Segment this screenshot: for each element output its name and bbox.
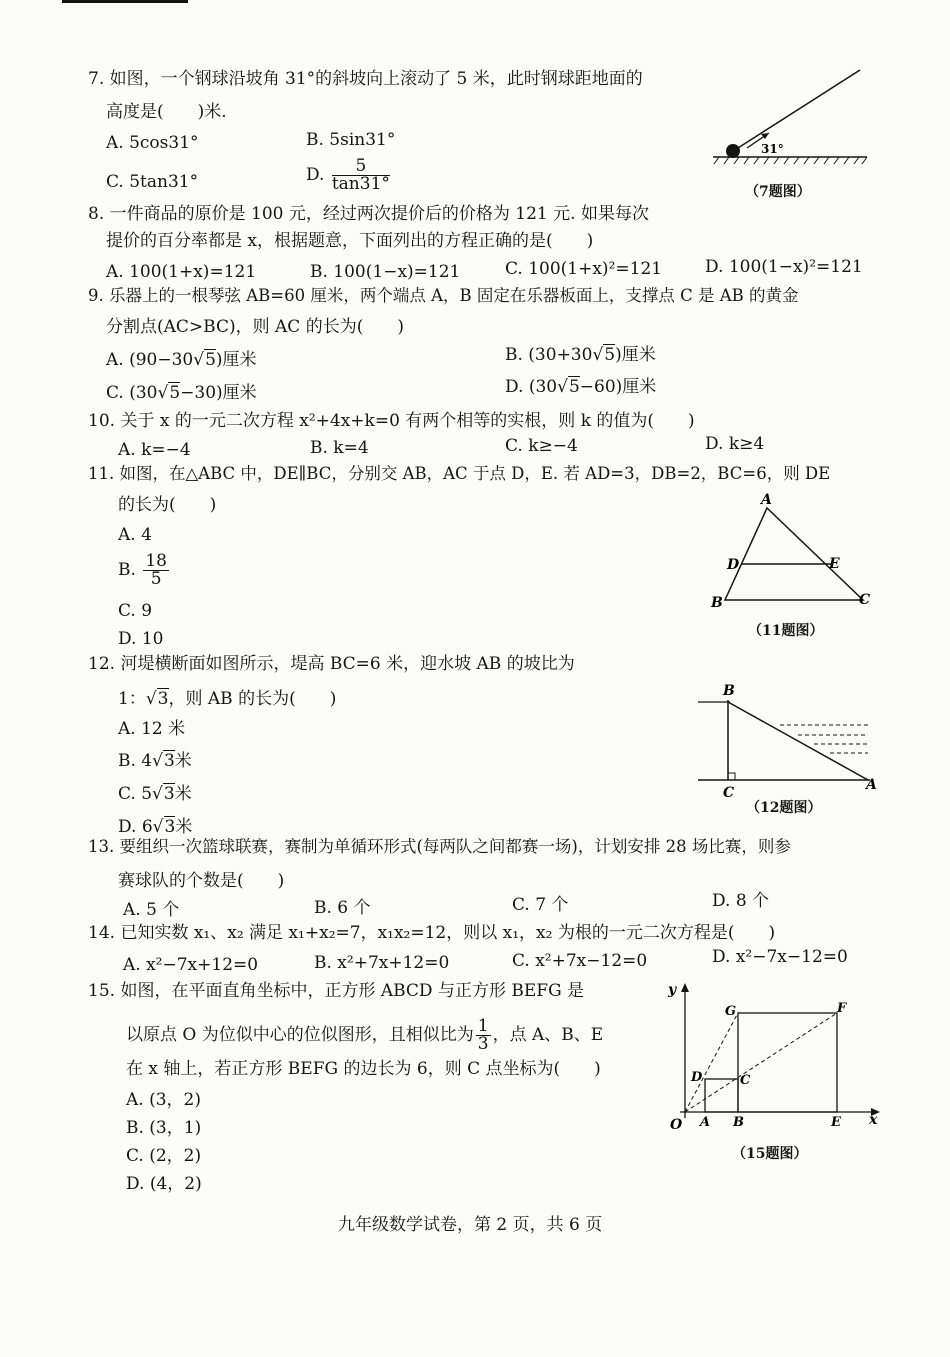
q15-figure: [658, 978, 888, 1138]
label-b: B: [733, 1115, 744, 1130]
option-text: B. (30+30: [505, 345, 593, 365]
q7-stem-line2: 高度是( )米.: [106, 102, 227, 122]
fraction-denominator: tan31°: [331, 174, 390, 194]
q9-option-b[interactable]: B. (30+30√5)厘米: [505, 345, 656, 365]
sqrt-radicand: 5: [604, 345, 616, 365]
label-e: E: [829, 556, 840, 572]
q12-option-a[interactable]: A. 12 米: [118, 719, 186, 739]
q10-option-c[interactable]: C. k≥−4: [505, 436, 578, 456]
q14-option-d[interactable]: D. x²−7x−12=0: [712, 947, 848, 967]
q15-ratio-fraction: [476, 1018, 491, 1053]
q10-option-b[interactable]: B. k=4: [310, 438, 369, 458]
q13-option-c[interactable]: C. 7 个: [512, 895, 569, 915]
q7-figure-caption: （7题图）: [745, 184, 811, 200]
stem-text: 以原点 O 为位似中心的位似图形，且相似比为: [126, 1025, 474, 1045]
q8-option-c[interactable]: C. 100(1+x)²=121: [505, 259, 663, 279]
q11-figure-caption: （11题图）: [748, 623, 824, 639]
stem-text: 1：: [118, 689, 146, 709]
right-angle-mark: [728, 773, 735, 780]
label-a: A: [761, 492, 772, 508]
option-text: )厘米: [615, 345, 656, 365]
q14-option-b[interactable]: B. x²+7x+12=0: [314, 953, 450, 973]
fraction-numerator: 5: [332, 158, 390, 176]
q7-option-a[interactable]: A. 5cos31°: [106, 133, 199, 153]
q13-option-d[interactable]: D. 8 个: [712, 891, 770, 911]
q13-stem-line2: 赛球队的个数是( ): [118, 871, 285, 891]
option-text: 米: [174, 784, 192, 804]
label-o: O: [670, 1117, 683, 1133]
q15-figure-caption: （15题图）: [732, 1146, 808, 1162]
header-rule: [62, 0, 188, 3]
q12-stem-line1: 12. 河堤横断面如图所示，堤高 BC=6 米，迎水坡 AB 的坡比为: [88, 654, 575, 674]
sqrt-radicand: 3: [157, 689, 169, 709]
option-text: )厘米: [215, 350, 257, 370]
q15-option-a[interactable]: A. (3，2): [126, 1090, 201, 1110]
sqrt-radicand: 5: [169, 383, 181, 403]
q10-option-d[interactable]: D. k≥4: [705, 434, 765, 454]
q12-option-b[interactable]: B. 4√3米: [118, 751, 192, 771]
q15-stem-line2: [126, 1018, 603, 1053]
q11-stem-line1: 11. 如图，在△ABC 中，DE∥BC，分别交 AB，AC 于点 D，E. 若 AD=3，DB=2，BC=6，则 DE: [88, 464, 831, 483]
sqrt-radicand: 3: [164, 817, 176, 837]
q8-option-a[interactable]: A. 100(1+x)=121: [106, 262, 257, 282]
q15-stem-line3: 在 x 轴上，若正方形 BEFG 的边长为 6，则 C 点坐标为( ): [126, 1059, 601, 1079]
q9-stem-line1: 9. 乐器上的一根琴弦 AB=60 厘米，两个端点 A，B 固定在乐器板面上，支撑点 C 是 AB 的黄金: [88, 286, 799, 305]
q11-stem-line2: 的长为( ): [118, 495, 217, 515]
slope-ab: [728, 702, 868, 780]
fraction-numerator: 18: [145, 551, 167, 571]
q11-option-d[interactable]: D. 10: [118, 629, 164, 649]
q13-stem-line1: 13. 要组织一次篮球联赛，赛制为单循环形式(每两队之间都赛一场)，计划安排 28 场比赛，则参: [88, 837, 791, 856]
q15-option-b[interactable]: B. (3，1): [126, 1118, 202, 1138]
q7-stem-line1: 7. 如图，一个钢球沿坡角 31°的斜坡向上滚动了 5 米，此时钢球距地面的: [88, 69, 643, 89]
steel-ball: [726, 144, 740, 158]
option-text: A. (90−30: [106, 350, 194, 370]
q8-option-d[interactable]: D. 100(1−x)²=121: [705, 257, 863, 277]
option-text: D. (30: [505, 377, 558, 397]
label-d: D: [727, 557, 740, 573]
label-y: y: [668, 982, 677, 998]
label-g: G: [725, 1004, 737, 1019]
ground-hatching: [714, 157, 867, 164]
q15-option-d[interactable]: D. (4，2): [126, 1174, 202, 1194]
option-text: 米: [175, 817, 193, 837]
q12-option-c[interactable]: C. 5√3米: [118, 784, 192, 804]
dashed-o-to-g: [685, 1013, 738, 1112]
label-a: A: [866, 777, 877, 793]
label-c: C: [740, 1073, 751, 1088]
q10-option-a[interactable]: A. k=−4: [118, 440, 191, 460]
q11-option-b-fraction: [143, 553, 169, 588]
q12-option-d[interactable]: D. 6√3米: [118, 817, 193, 837]
sqrt-radicand: 5: [568, 377, 580, 397]
sqrt-radicand: 5: [205, 350, 216, 370]
option-text: −60)厘米: [579, 377, 657, 397]
label-x: x: [869, 1112, 878, 1128]
stem-text: ，点 A、B、E: [492, 1025, 604, 1045]
q8-option-b[interactable]: B. 100(1−x)=121: [310, 262, 461, 282]
label-c: C: [859, 592, 871, 608]
label-a: A: [700, 1115, 711, 1130]
q11-option-b[interactable]: [118, 553, 171, 588]
label-f: F: [837, 1001, 847, 1016]
q12-stem-line2: 1：√3，则 AB 的长为( ): [118, 689, 337, 709]
q14-option-a[interactable]: A. x²−7x+12=0: [123, 955, 259, 975]
q11-option-a[interactable]: A. 4: [118, 525, 152, 545]
option-text: B.: [118, 560, 142, 580]
fraction-denominator: 5: [150, 569, 162, 589]
q7-angle-label: 31°: [761, 142, 784, 156]
option-text: −30)厘米: [180, 383, 257, 403]
q12-figure-caption: （12题图）: [746, 800, 822, 816]
label-e: E: [831, 1115, 841, 1130]
q11-figure: [705, 490, 885, 610]
option-text: C. 5: [118, 784, 153, 804]
q7-option-d-prefix: D.: [306, 165, 330, 185]
q7-option-d-fraction: [332, 158, 390, 193]
q9-stem-line2: 分割点(AC>BC)，则 AC 的长为( ): [106, 317, 404, 337]
sqrt-radicand: 3: [163, 784, 175, 804]
option-text: 米: [174, 751, 192, 771]
q13-option-b[interactable]: B. 6 个: [314, 898, 371, 918]
q8-stem-line1: 8. 一件商品的原价是 100 元，经过两次提价后的价格为 121 元. 如果每次: [88, 204, 649, 224]
q13-option-a[interactable]: A. 5 个: [123, 900, 180, 920]
option-text: D. 6: [118, 817, 153, 837]
q9-option-d[interactable]: D. (30√5−60)厘米: [505, 377, 657, 397]
q9-option-a[interactable]: A. (90−30√5)厘米: [106, 350, 257, 370]
label-d: D: [691, 1070, 703, 1085]
q7-figure: [705, 62, 885, 192]
square-befg: [738, 1013, 837, 1112]
sqrt-radicand: 3: [163, 751, 175, 771]
q8-stem-line2: 提价的百分率都是 x，根据题意，下面列出的方程正确的是( ): [106, 231, 594, 251]
triangle-abc: [725, 508, 863, 600]
q15-option-c[interactable]: C. (2，2): [126, 1146, 202, 1166]
q9-option-c[interactable]: C. (30√5−30)厘米: [106, 383, 257, 403]
q7-option-c[interactable]: C. 5tan31°: [106, 172, 199, 192]
fraction-denominator: 3: [477, 1034, 489, 1054]
page-footer: 九年级数学试卷，第 2 页，共 6 页: [338, 1215, 603, 1235]
y-axis-arrow-icon: [681, 983, 689, 992]
q7-option-d[interactable]: [306, 158, 392, 193]
label-b: B: [723, 683, 735, 699]
option-text: B. 4: [118, 751, 153, 771]
label-b: B: [711, 595, 723, 610]
option-text: C. (30: [106, 383, 158, 403]
label-c: C: [723, 785, 735, 800]
fraction-numerator: 1: [477, 1016, 489, 1036]
q12-figure: [690, 680, 880, 800]
q7-option-b[interactable]: B. 5sin31°: [306, 130, 396, 150]
q14-option-c[interactable]: C. x²+7x−12=0: [512, 951, 648, 971]
q15-stem-line1: 15. 如图，在平面直角坐标中，正方形 ABCD 与正方形 BEFG 是: [88, 981, 585, 1001]
q11-option-c[interactable]: C. 9: [118, 601, 153, 621]
q10-stem: 10. 关于 x 的一元二次方程 x²+4x+k=0 有两个相等的实根，则 k 的值为( ): [88, 411, 695, 431]
slope-line: [727, 70, 860, 155]
stem-text: ，则 AB 的长为( ): [168, 689, 337, 709]
dashed-o-to-f: [685, 1013, 837, 1112]
q14-stem: 14. 已知实数 x₁、x₂ 满足 x₁+x₂=7，x₁x₂=12，则以 x₁，x₂ 为根的一元二次方程是( ): [88, 923, 776, 943]
